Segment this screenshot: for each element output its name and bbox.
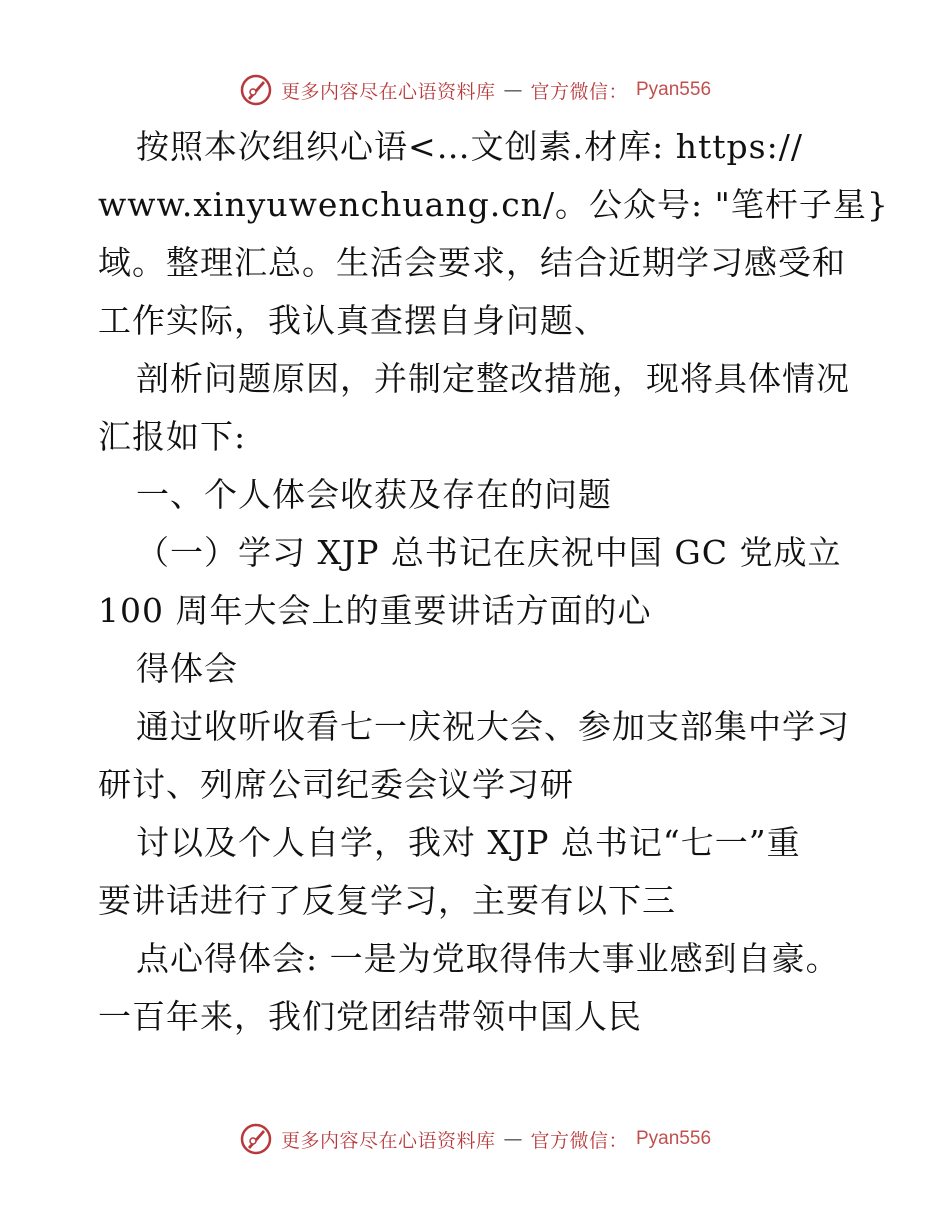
text-line: 得体会 [136,649,238,688]
document-body [98,118,889,1046]
text-line: 域。整理汇总。生活会要求，结合近期学习感受和 [98,243,846,282]
watermark-id: Pyan556 [636,1128,712,1149]
watermark-separator: — [503,1128,523,1150]
text-line: 要讲话进行了反复学习，主要有以下三 [98,881,676,920]
text-line: 通过收听收看七一庆祝大会、参加支部集中学习 [136,707,850,746]
text-line: （一）学习 XJP 总书记在庆祝中国 GC 党成立 [136,533,842,572]
text-line: 讨以及个人自学，我对 XJP 总书记“七一”重 [136,823,801,862]
watermark-suffix: 官方微信： [530,80,628,103]
watermark-id: Pyan556 [636,79,712,100]
quill-logo-icon [239,73,273,107]
header-watermark [0,68,950,112]
quill-logo-icon [239,1122,273,1156]
text-line: 研讨、列席公司纪委会议学习研 [98,765,574,804]
text-line: 按照本次组织心语<…文创素.材库: https:// [136,127,803,166]
footer-watermark [0,1117,950,1161]
text-line: 汇报如下: [98,417,247,456]
watermark-separator: — [503,79,523,101]
text-line: 点心得体会: 一是为党取得伟大事业感到自豪。 [136,939,840,978]
text-line: 一、个人体会收获及存在的问题 [136,475,612,514]
watermark-text: 更多内容尽在心语资料库 [280,80,496,103]
watermark-text: 更多内容尽在心语资料库 [280,1129,496,1152]
text-line: 工作实际，我认真查摆自身问题、 [98,301,608,340]
text-line: www.xinyuwenchuang.cn/。公众号: "笔杆子星} [98,185,889,224]
text-line: 剖析问题原因，并制定整改措施，现将具体情况 [136,359,850,398]
text-line: 100 周年大会上的重要讲话方面的心 [98,591,652,630]
watermark-suffix: 官方微信： [530,1129,628,1152]
text-line: 一百年来，我们党团结带领中国人民 [98,997,642,1036]
